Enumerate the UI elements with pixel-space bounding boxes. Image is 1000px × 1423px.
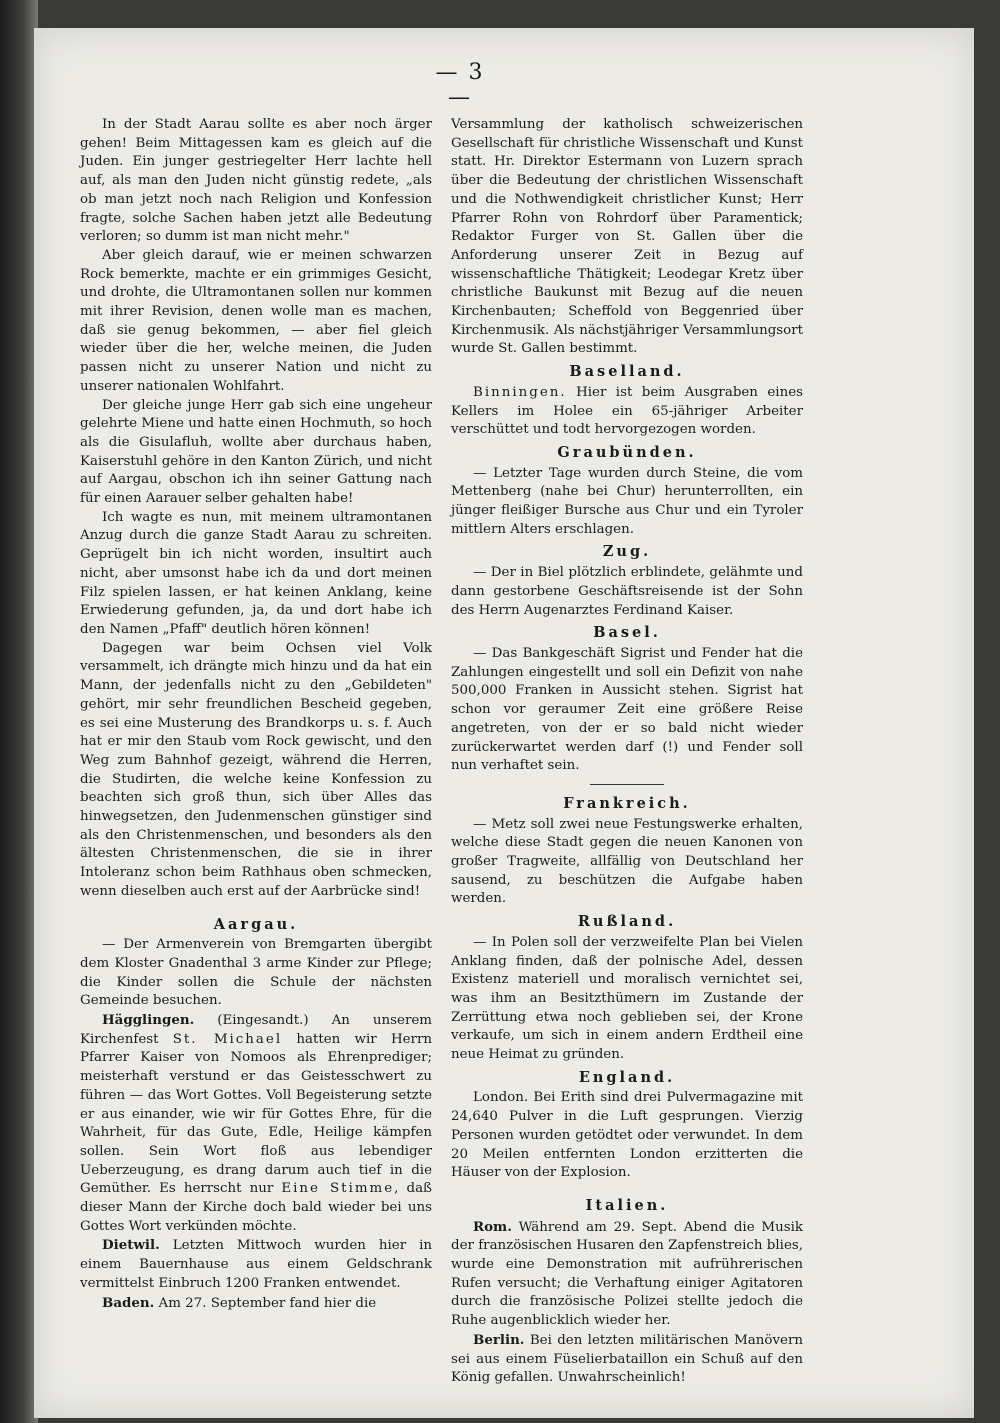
article-paragraph (80, 1294, 432, 1314)
text-run: Während am 29. Sept. Abend die Musik der französischen Husaren den Zapfenstreich blies, wurde eine Demonstration mit aufrührerischen Rufen versucht; die Verhaftung einiger Agitatoren durch die französische Polizei stellte jedoch die Ruhe augenblicklich wieder her. (451, 1219, 803, 1329)
left-column (80, 116, 432, 1313)
article-paragraph: Dagegen war beim Ochsen viel Volk versammelt, ich drängte mich hinzu und da hat ein Mann, der jedenfalls nicht zu den „Gebildeten" gehört, mir sehr freundlichen Bescheid gegeben, es sei eine Musterung des Brandkorps u. s. f. Auch hat er mir den Staub vom Rock gewischt, und den Weg zum Bahnhof gezeigt, während die Herren, die Studirten, die welche keine Konfession zu beachten sich groß thun, sich über Alles das hinwegsetzen, den Judenmenschen günstiger sind als den Christenmenschen, und besonders als den ältesten Christenmenschen, die sie in ihrer Intoleranz schon beim Rathhaus oben schmecken, wenn dieselben auch erst auf der Aarbrücke sind! (80, 640, 432, 899)
article-paragraph: — In Polen soll der verzweifelte Plan bei Vielen Anklang finden, daß der polnische Adel, dessen Existenz materiell und moralisch vernichtet sei, was ihm an Besitzthümern im Zustande der Zerrüttung etwa noch geblieben sei, der Krone verkaufe, um sich in einem andern Erdtheil eine neue Heimat zu gründen. (451, 934, 803, 1063)
article-paragraph: In der Stadt Aarau sollte es aber noch ärger gehen! Beim Mittagessen kam es gleich auf die Juden. Ein junger gestriegelter Herr lachte hell auf, als man den Juden nicht günstig redete, „als ob man jetzt noch nach Religion und Konfession fragte, solche Sachen haben jetzt alle Bedeutung verloren; so dumm ist man nicht mehr." (80, 117, 432, 245)
spaced-text: Eine Stimme (281, 1181, 395, 1197)
text-run: hatten wir Herrn Pfarrer Kaiser von Nomoos als Ehrenprediger; meisterhaft verstund er das Geistesschwert zu führen — das Wort Gottes. Voll Begeisterung setzte er aus einander, wie wir für Gottes Ehre, für die Wahrheit, für das Gute, Edle, Heilige kämpfen sollen. Sein Wort floß aus lebendiger Ueberzeugung, es drang darum auch tief in die Gemüther. Es herrscht nur (80, 1031, 432, 1197)
article-paragraph (451, 1218, 803, 1331)
text-run: Hier ist beim Ausgraben eines Kellers im Holee ein 65-jähriger Arbeiter verschüttet und todt hervorgezogen worden. (451, 384, 803, 438)
page-number: — 3 — (435, 60, 485, 110)
book-binding-shadow (0, 0, 38, 1423)
section-heading-graubuenden: Graubünden. (557, 443, 697, 461)
spaced-text: St. Michael (172, 1031, 283, 1047)
article-paragraph (80, 1236, 432, 1293)
text-run: Am 27. September fand hier die (154, 1295, 377, 1311)
section-divider (590, 784, 664, 785)
place-name: Berlin. (473, 1331, 525, 1348)
section-heading-italien: Italien. (585, 1196, 669, 1214)
place-name: Binningen. (473, 384, 567, 400)
place-name: Hägglingen. (102, 1012, 195, 1029)
article-paragraph: Ich wagte es nun, mit meinem ultramontanen Anzug durch die ganze Stadt Aarau zu schreiten. Geprügelt bin ich nicht worden, insultirt auch nicht, aber umsonst habe ich da und dort meinen Filz spielen lassen, er hat keinen Anklang, keine Erwiederung gefunden, ja, da und dort habe ich den Namen „Pfaff" deutlich hören können! (80, 509, 432, 637)
article-paragraph: Der gleiche junge Herr gab sich eine ungeheur gelehrte Miene und hatte einen Hochmuth, so hoch als die Gisulafluh, wollte aber durchaus haben, Kaiserstuhl gehöre in den Kanton Zürich, und nicht auf Aargau, obschon ich ihn seiner Gattung nach für einen Aarauer selber gehalten habe! (80, 397, 432, 507)
section-heading-zug: Zug. (602, 543, 652, 561)
text-run: (Eingesandt.) An unserem Kirchenfest (80, 1013, 432, 1047)
place-name: Rom. (473, 1218, 512, 1235)
place-name: Dietwil. (102, 1237, 160, 1254)
article-paragraph (451, 384, 803, 440)
article-paragraph: Versammlung der katholisch schweizerischen Gesellschaft für christliche Wissenschaft und Kunst statt. Hr. Direktor Estermann von Luzern sprach über die Bedeutung der christlichen Wissenschaft und die Nothwendigkeit christlicher Kunst; Herr Pfarrer Rohn von Rohrdorf über Paramentick; Redaktor Furger von St. Gallen über die Anforderung unserer Zeit in Bezug auf wissenschaftliche Thätigkeit; Leodegar Kretz über christliche Baukunst mit Bezug auf die neuen Kirchenbauten; Scheffold von Beggenried über Kirchenmusik. Als nächstjähriger Versammlungsort wurde St. Gallen bestimmt. (451, 117, 803, 357)
article-paragraph: — Metz soll zwei neue Festungswerke erhalten, welche diese Stadt gegen die neuen Kanonen von großer Tragweite, allfällig von Deutschland her sausend, zu beschützen die Aufgabe haben werden. (451, 816, 803, 907)
text-run: Bei Erith sind drei Pulvermagazine mit 24,640 Pulver in die Luft gesprungen. Vierzig Personen wurden getödtet oder verwundet. In dem 20 Meilen entfernten London erzitterten die Häuser von der Explosion. (451, 1090, 803, 1181)
section-heading-basel: Basel. (593, 624, 661, 642)
place-name: London. (473, 1090, 529, 1106)
article-paragraph (451, 1331, 803, 1388)
section-heading-england: England. (578, 1068, 676, 1086)
text-run: Letzten Mittwoch wurden hier in einem Bauernhause aus einem Geldschrank vermittelst Einbruch 1200 Franken entwendet. (80, 1238, 432, 1291)
section-heading-frankreich: Frankreich. (563, 794, 691, 812)
section-heading-russland: Rußland. (577, 913, 677, 931)
section-heading-aargau: Aargau. (213, 915, 299, 933)
article-paragraph: — Der in Biel plötzlich erblindete, gelähmte und dann gestorbene Geschäftsreisende ist der Sohn des Herrn Augenarztes Ferdinand Kaiser. (451, 565, 803, 618)
article-paragraph: — Letzter Tage wurden durch Steine, die vom Mettenberg (nahe bei Chur) herunterrollten, ein jünger fleißiger Bursche aus Chur und ein Tyroler mittlern Alters erschlagen. (451, 465, 803, 537)
article-paragraph: Aber gleich darauf, wie er meinen schwarzen Rock bemerkte, machte er ein grimmiges Gesicht, und drohte, die Ultramontanen sollen nur kommen mit ihrer Revision, denen wolle man es machen, daß sie genug bekommen, — aber fiel gleich wieder über die her, welche meinen, die Juden passen nicht zu unserer Nation und nicht zu unserer nationalen Wohlfahrt. (80, 247, 432, 394)
right-column (451, 116, 803, 1388)
text-run: Bei den letzten militärischen Manövern sei aus einem Füselierbataillon ein Schuß auf den König gefallen. Unwahrscheinlich! (451, 1332, 803, 1386)
article-paragraph: — Der Armenverein von Bremgarten übergibt dem Kloster Gnadenthal 3 arme Kinder zur Pflege; die Kinder sollen die Schule der nächsten Gemeinde besuchen. (80, 937, 432, 1009)
text-run: , daß dieser Mann der Kirche doch bald wieder bei uns Gottes Wort verkünden möchte. (80, 1181, 432, 1234)
place-name: Baden. (102, 1294, 155, 1311)
article-paragraph: — Das Bankgeschäft Sigrist und Fender hat die Zahlungen eingestellt und soll ein Defizit von nahe 500,000 Franken in Aussicht stehen. Sigrist hat schon vor geraumer Zeit eine größere Reise angetreten, von der er so bald nicht wieder zurückerwartet werden darf (!) und Fender soll nun verhaftet sein. (451, 645, 803, 774)
section-heading-baselland: Baselland. (569, 363, 685, 381)
article-paragraph (451, 1089, 803, 1183)
article-paragraph (80, 1011, 432, 1236)
